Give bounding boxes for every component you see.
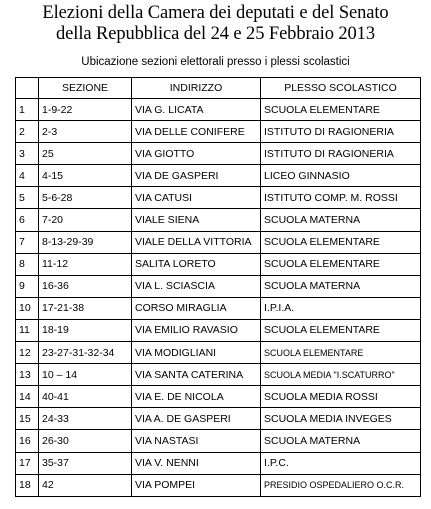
row-plesso: SCUOLA ELEMENTARE	[261, 99, 421, 121]
row-number: 10	[16, 297, 39, 319]
document-title-line-1: Elezioni della Camera dei deputati e del Senato	[42, 3, 389, 23]
row-number: 13	[16, 364, 39, 386]
table-row	[16, 408, 421, 430]
row-number: 11	[16, 319, 39, 341]
row-plesso: SCUOLA MEDIA ROSSI	[261, 386, 421, 408]
table-row	[16, 474, 421, 496]
table-row	[16, 430, 421, 452]
row-plesso: I.P.I.A.	[261, 297, 421, 319]
document-subtitle: Ubicazione sezioni elettorali presso i plessi scolastici	[81, 56, 350, 68]
row-indirizzo: VIALE DELLA VITTORIA	[132, 231, 261, 253]
row-plesso: SCUOLA ELEMENTARE	[261, 319, 421, 341]
row-number: 4	[16, 165, 39, 187]
row-indirizzo: VIA DE GASPERI	[132, 165, 261, 187]
row-plesso: ISTITUTO COMP. M. ROSSI	[261, 187, 421, 209]
row-indirizzo: VIA E. DE NICOLA	[132, 386, 261, 408]
row-sezione: 23-27-31-32-34	[39, 342, 132, 364]
table-row	[16, 143, 421, 165]
row-sezione: 11-12	[39, 253, 132, 275]
sections-table	[15, 77, 421, 497]
row-number: 6	[16, 209, 39, 231]
table-row	[16, 275, 421, 297]
row-indirizzo: VIA A. DE GASPERI	[132, 408, 261, 430]
row-indirizzo: VIA GIOTTO	[132, 143, 261, 165]
row-indirizzo: SALITA LORETO	[132, 253, 261, 275]
row-plesso: LICEO GINNASIO	[261, 165, 421, 187]
table-row	[16, 231, 421, 253]
row-indirizzo: VIA V. NENNI	[132, 452, 261, 474]
row-number: 7	[16, 231, 39, 253]
row-plesso: I.P.C.	[261, 452, 421, 474]
table-row	[16, 253, 421, 275]
row-sezione: 25	[39, 143, 132, 165]
row-number: 9	[16, 275, 39, 297]
row-indirizzo: VIA CATUSI	[132, 187, 261, 209]
row-number: 8	[16, 253, 39, 275]
row-plesso: SCUOLA ELEMENTARE	[261, 253, 421, 275]
table-row	[16, 342, 421, 364]
row-sezione: 8-13-29-39	[39, 231, 132, 253]
row-plesso: SCUOLA ELEMENTARE	[261, 342, 421, 364]
row-plesso: SCUOLA MATERNA	[261, 430, 421, 452]
row-number: 3	[16, 143, 39, 165]
row-indirizzo: VIA NASTASI	[132, 430, 261, 452]
row-sezione: 5-6-28	[39, 187, 132, 209]
table-row	[16, 209, 421, 231]
table-row	[16, 386, 421, 408]
row-plesso: SCUOLA MATERNA	[261, 275, 421, 297]
table-row	[16, 187, 421, 209]
row-indirizzo: VIA POMPEI	[132, 474, 261, 496]
table-row	[16, 121, 421, 143]
header-plesso-scolastico: PLESSO SCOLASTICO	[261, 78, 421, 99]
row-sezione: 4-15	[39, 165, 132, 187]
row-plesso: ISTITUTO DI RAGIONERIA	[261, 121, 421, 143]
row-number: 2	[16, 121, 39, 143]
row-number: 18	[16, 474, 39, 496]
table-row	[16, 319, 421, 341]
row-sezione: 10 – 14	[39, 364, 132, 386]
row-sezione: 18-19	[39, 319, 132, 341]
table-row	[16, 99, 421, 121]
row-sezione: 35-37	[39, 452, 132, 474]
row-number: 15	[16, 408, 39, 430]
row-number: 5	[16, 187, 39, 209]
row-plesso: SCUOLA MEDIA "I.SCATURRO"	[261, 364, 421, 386]
row-plesso: SCUOLA ELEMENTARE	[261, 231, 421, 253]
row-plesso: ISTITUTO DI RAGIONERIA	[261, 143, 421, 165]
row-sezione: 1-9-22	[39, 99, 132, 121]
row-plesso: SCUOLA MEDIA INVEGES	[261, 408, 421, 430]
row-indirizzo: VIA MODIGLIANI	[132, 342, 261, 364]
table-row	[16, 364, 421, 386]
row-sezione: 40-41	[39, 386, 132, 408]
row-number: 17	[16, 452, 39, 474]
row-sezione: 24-33	[39, 408, 132, 430]
row-sezione: 16-36	[39, 275, 132, 297]
header-number	[16, 78, 39, 99]
row-indirizzo: VIA G. LICATA	[132, 99, 261, 121]
row-indirizzo: VIA L. SCIASCIA	[132, 275, 261, 297]
row-plesso: SCUOLA MATERNA	[261, 209, 421, 231]
table-row	[16, 297, 421, 319]
row-number: 16	[16, 430, 39, 452]
row-sezione: 2-3	[39, 121, 132, 143]
row-indirizzo: CORSO MIRAGLIA	[132, 297, 261, 319]
table-row	[16, 452, 421, 474]
table-row	[16, 165, 421, 187]
header-indirizzo: INDIRIZZO	[132, 78, 261, 99]
row-number: 14	[16, 386, 39, 408]
row-indirizzo: VIA EMILIO RAVASIO	[132, 319, 261, 341]
header-sezione: SEZIONE	[39, 78, 132, 99]
document-title-line-2: della Repubblica del 24 e 25 Febbraio 2013	[56, 24, 375, 44]
row-number: 12	[16, 342, 39, 364]
row-sezione: 17-21-38	[39, 297, 132, 319]
row-indirizzo: VIA SANTA CATERINA	[132, 364, 261, 386]
row-number: 1	[16, 99, 39, 121]
row-plesso: PRESIDIO OSPEDALIERO O.C.R.	[261, 474, 421, 496]
row-indirizzo: VIALE SIENA	[132, 209, 261, 231]
row-indirizzo: VIA DELLE CONIFERE	[132, 121, 261, 143]
row-sezione: 26-30	[39, 430, 132, 452]
table-header-row	[16, 78, 421, 99]
row-sezione: 42	[39, 474, 132, 496]
row-sezione: 7-20	[39, 209, 132, 231]
